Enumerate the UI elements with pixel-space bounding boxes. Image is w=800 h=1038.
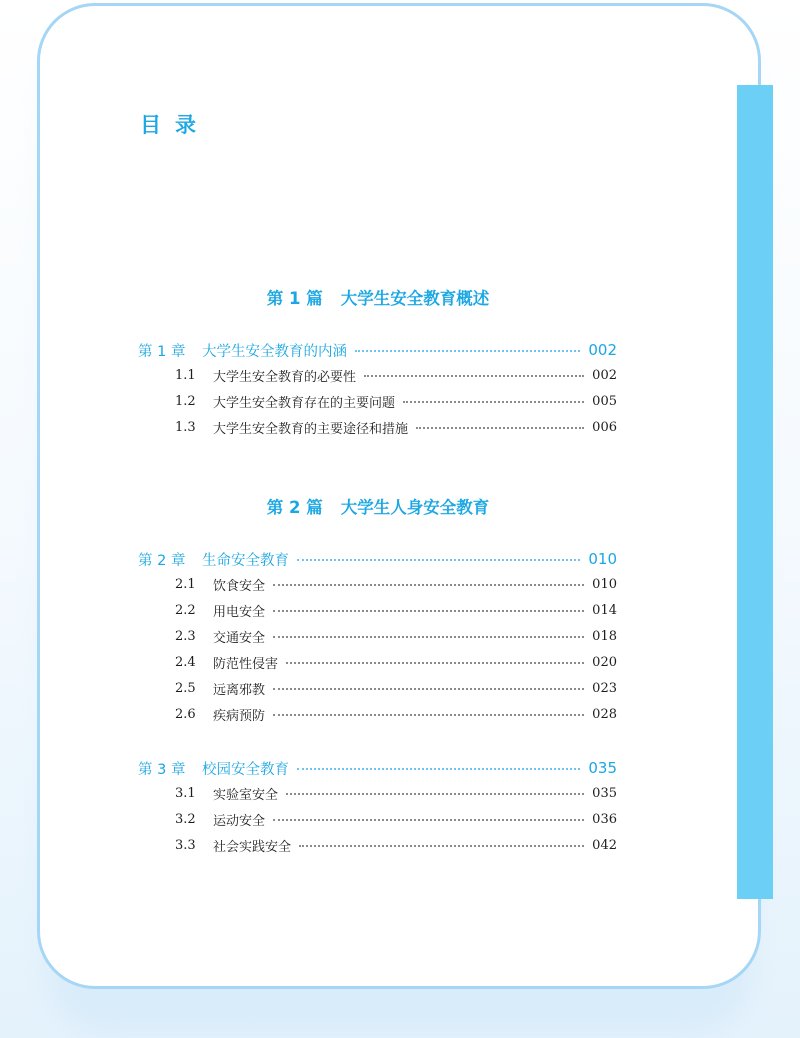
section-number: 2.5 xyxy=(175,680,196,696)
toc-entry-chapter-2[interactable] xyxy=(138,548,617,570)
dot-leader xyxy=(297,768,580,770)
dot-leader xyxy=(355,350,580,352)
dot-leader xyxy=(403,401,584,403)
part-heading xyxy=(138,496,618,520)
page-number: 010 xyxy=(588,550,617,568)
part-label: 第 1 篇 xyxy=(266,289,323,308)
page-number: 020 xyxy=(592,654,617,670)
page-number: 028 xyxy=(592,706,617,722)
dot-leader xyxy=(273,688,584,690)
chapter-title: 校园安全教育 xyxy=(202,761,289,778)
toc-entry-section-1-1[interactable] xyxy=(175,364,617,386)
section-title: 远离邪教 xyxy=(213,682,266,698)
section-title: 运动安全 xyxy=(213,813,266,829)
section-number: 2.1 xyxy=(175,576,196,592)
toc-entry-section-2-4[interactable] xyxy=(175,651,617,673)
toc-entry-chapter-3[interactable] xyxy=(138,757,617,779)
page-number: 035 xyxy=(588,759,617,777)
section-title: 社会实践安全 xyxy=(213,839,292,855)
chapter-number: 第 2 章 xyxy=(138,552,186,569)
page-number: 023 xyxy=(592,680,617,696)
page-number: 036 xyxy=(592,811,617,827)
toc-entry-section-2-6[interactable] xyxy=(175,703,617,725)
dot-leader xyxy=(286,793,584,795)
part-label: 第 2 篇 xyxy=(266,498,323,517)
chapter-number: 第 1 章 xyxy=(138,343,186,360)
section-number: 2.4 xyxy=(175,654,196,670)
section-title: 防范性侵害 xyxy=(213,656,279,672)
toc-entry-section-2-5[interactable] xyxy=(175,677,617,699)
chapter-title: 生命安全教育 xyxy=(202,552,289,569)
dot-leader xyxy=(273,819,584,821)
section-number: 2.6 xyxy=(175,706,196,722)
toc-entry-section-2-3[interactable] xyxy=(175,625,617,647)
section-number: 1.1 xyxy=(175,367,196,383)
section-title: 大学生安全教育存在的主要问题 xyxy=(213,395,396,411)
dot-leader xyxy=(273,636,584,638)
section-title: 疾病预防 xyxy=(213,708,266,724)
dot-leader xyxy=(297,559,580,561)
toc-entry-section-1-3[interactable] xyxy=(175,416,617,438)
chapter-number: 第 3 章 xyxy=(138,761,186,778)
section-title: 大学生安全教育的必要性 xyxy=(213,369,357,385)
toc-entry-section-2-2[interactable] xyxy=(175,599,617,621)
page-number: 042 xyxy=(592,837,617,853)
toc-entry-section-1-2[interactable] xyxy=(175,390,617,412)
section-title: 实验室安全 xyxy=(213,787,279,803)
section-title: 用电安全 xyxy=(213,604,266,620)
chapter-title: 大学生安全教育的内涵 xyxy=(202,343,347,360)
toc-entry-chapter-1[interactable] xyxy=(138,339,617,361)
part-title: 大学生人身安全教育 xyxy=(340,498,490,517)
dot-leader xyxy=(299,845,584,847)
toc-entry-section-3-2[interactable] xyxy=(175,808,617,830)
part-title: 大学生安全教育概述 xyxy=(340,289,490,308)
dot-leader xyxy=(273,584,584,586)
page-number: 014 xyxy=(592,602,617,618)
side-accent-bar xyxy=(737,85,773,899)
page-number: 010 xyxy=(592,576,617,592)
page-number: 002 xyxy=(588,341,617,359)
section-number: 1.2 xyxy=(175,393,196,409)
dot-leader xyxy=(364,375,584,377)
page-number: 035 xyxy=(592,785,617,801)
page-number: 005 xyxy=(592,393,617,409)
dot-leader xyxy=(416,427,584,429)
part-heading xyxy=(138,287,618,311)
section-number: 3.2 xyxy=(175,811,196,827)
dot-leader xyxy=(286,662,584,664)
section-number: 1.3 xyxy=(175,419,196,435)
section-title: 交通安全 xyxy=(213,630,266,646)
section-title: 大学生安全教育的主要途径和措施 xyxy=(213,421,409,437)
page-number: 018 xyxy=(592,628,617,644)
section-title: 饮食安全 xyxy=(213,578,266,594)
page-number: 006 xyxy=(592,419,617,435)
section-number: 2.2 xyxy=(175,602,196,618)
page-number: 002 xyxy=(592,367,617,383)
toc-entry-section-2-1[interactable] xyxy=(175,573,617,595)
section-number: 2.3 xyxy=(175,628,196,644)
dot-leader xyxy=(273,714,584,716)
toc-title: 目录 xyxy=(140,113,210,137)
dot-leader xyxy=(273,610,584,612)
section-number: 3.1 xyxy=(175,785,196,801)
section-number: 3.3 xyxy=(175,837,196,853)
toc-entry-section-3-1[interactable] xyxy=(175,782,617,804)
toc-entry-section-3-3[interactable] xyxy=(175,834,617,856)
